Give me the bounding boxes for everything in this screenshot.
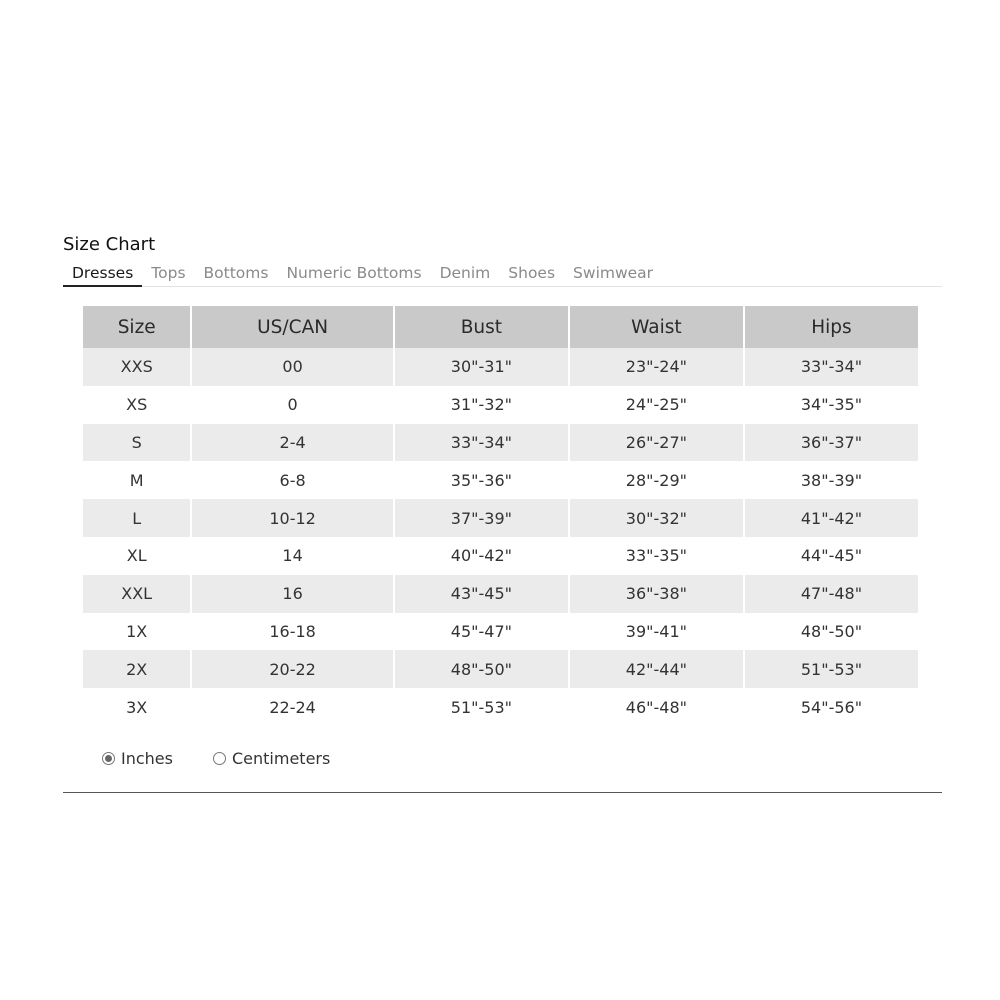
cell-waist: 23"-24" (570, 348, 743, 386)
cell-waist: 33"-35" (625, 546, 688, 566)
unit-selector (102, 749, 330, 768)
cell-hips: 41"-42" (745, 499, 918, 537)
cell-size: XXL (83, 575, 190, 613)
tab-swimwear[interactable]: Swimwear (573, 264, 654, 282)
cell-bust: 37"-39" (395, 499, 568, 537)
cell-bust: 33"-34" (395, 424, 568, 462)
centimeters-radio[interactable] (213, 752, 226, 765)
tab-bottoms[interactable]: Bottoms (203, 264, 269, 282)
category-tabs (63, 262, 942, 287)
table-row (83, 575, 918, 613)
cell-waist: 39"-41" (625, 621, 688, 641)
cell-waist: 42"-44" (570, 650, 743, 688)
cell-us-can: 22-24 (269, 697, 316, 717)
size-chart-title: Size Chart (63, 234, 156, 255)
cell-size: XL (126, 546, 147, 566)
unit-option-inches[interactable] (102, 749, 173, 768)
cell-size: 1X (126, 621, 148, 641)
tab-dresses[interactable]: Dresses (63, 262, 142, 287)
cell-waist: 28"-29" (625, 470, 688, 490)
cell-us-can: 14 (282, 546, 303, 566)
cell-us-can: 6-8 (279, 470, 306, 490)
centimeters-label: Centimeters (231, 749, 331, 768)
cell-us-can: 10-12 (192, 499, 393, 537)
table-row (83, 386, 918, 424)
header-size: Size (83, 306, 190, 348)
table-row (83, 688, 918, 726)
cell-size: XS (126, 395, 148, 415)
tab-tops[interactable]: Tops (151, 264, 186, 282)
cell-bust: 40"-42" (450, 546, 512, 566)
table-row (83, 650, 918, 688)
cell-hips: 51"-53" (745, 650, 918, 688)
cell-waist: 30"-32" (570, 499, 743, 537)
header-bust: Bust (395, 306, 568, 348)
cell-hips: 38"-39" (800, 470, 863, 490)
table-row (83, 424, 918, 462)
cell-size: 3X (126, 697, 148, 717)
cell-bust: 45"-47" (450, 621, 512, 641)
cell-size: L (83, 499, 190, 537)
cell-size: 2X (83, 650, 190, 688)
cell-waist: 26"-27" (570, 424, 743, 462)
cell-size: M (129, 470, 144, 490)
unit-option-centimeters[interactable] (213, 749, 330, 768)
cell-bust: 43"-45" (395, 575, 568, 613)
table-row (83, 613, 918, 651)
tab-numeric-bottoms[interactable]: Numeric Bottoms (286, 264, 422, 282)
inches-label: Inches (121, 749, 173, 768)
cell-us-can: 16-18 (269, 621, 316, 641)
inches-radio[interactable] (102, 752, 115, 765)
cell-us-can: 00 (192, 348, 393, 386)
table-row (83, 348, 918, 386)
header-waist: Waist (570, 306, 743, 348)
cell-hips: 48"-50" (800, 621, 863, 641)
cell-hips: 33"-34" (745, 348, 918, 386)
cell-bust: 48"-50" (395, 650, 568, 688)
tab-denim[interactable]: Denim (439, 264, 491, 282)
cell-waist: 46"-48" (625, 697, 688, 717)
cell-us-can: 2-4 (192, 424, 393, 462)
cell-bust: 30"-31" (395, 348, 568, 386)
cell-hips: 47"-48" (745, 575, 918, 613)
cell-hips: 44"-45" (800, 546, 863, 566)
cell-hips: 34"-35" (800, 395, 863, 415)
cell-us-can: 16 (192, 575, 393, 613)
bottom-divider (63, 792, 942, 793)
cell-us-can: 20-22 (192, 650, 393, 688)
cell-bust: 35"-36" (450, 470, 512, 490)
table-row (83, 499, 918, 537)
size-table (81, 306, 920, 726)
cell-hips: 36"-37" (745, 424, 918, 462)
table-row (83, 537, 918, 575)
header-hips: Hips (745, 306, 918, 348)
cell-bust: 51"-53" (450, 697, 512, 717)
cell-bust: 31"-32" (450, 395, 512, 415)
table-header-row (83, 306, 918, 348)
cell-waist: 36"-38" (570, 575, 743, 613)
tab-shoes[interactable]: Shoes (508, 264, 556, 282)
table-row (83, 461, 918, 499)
cell-us-can: 0 (287, 395, 298, 415)
cell-waist: 24"-25" (625, 395, 688, 415)
header-us-can: US/CAN (192, 306, 393, 348)
cell-size: S (83, 424, 190, 462)
cell-hips: 54"-56" (800, 697, 863, 717)
cell-size: XXS (83, 348, 190, 386)
